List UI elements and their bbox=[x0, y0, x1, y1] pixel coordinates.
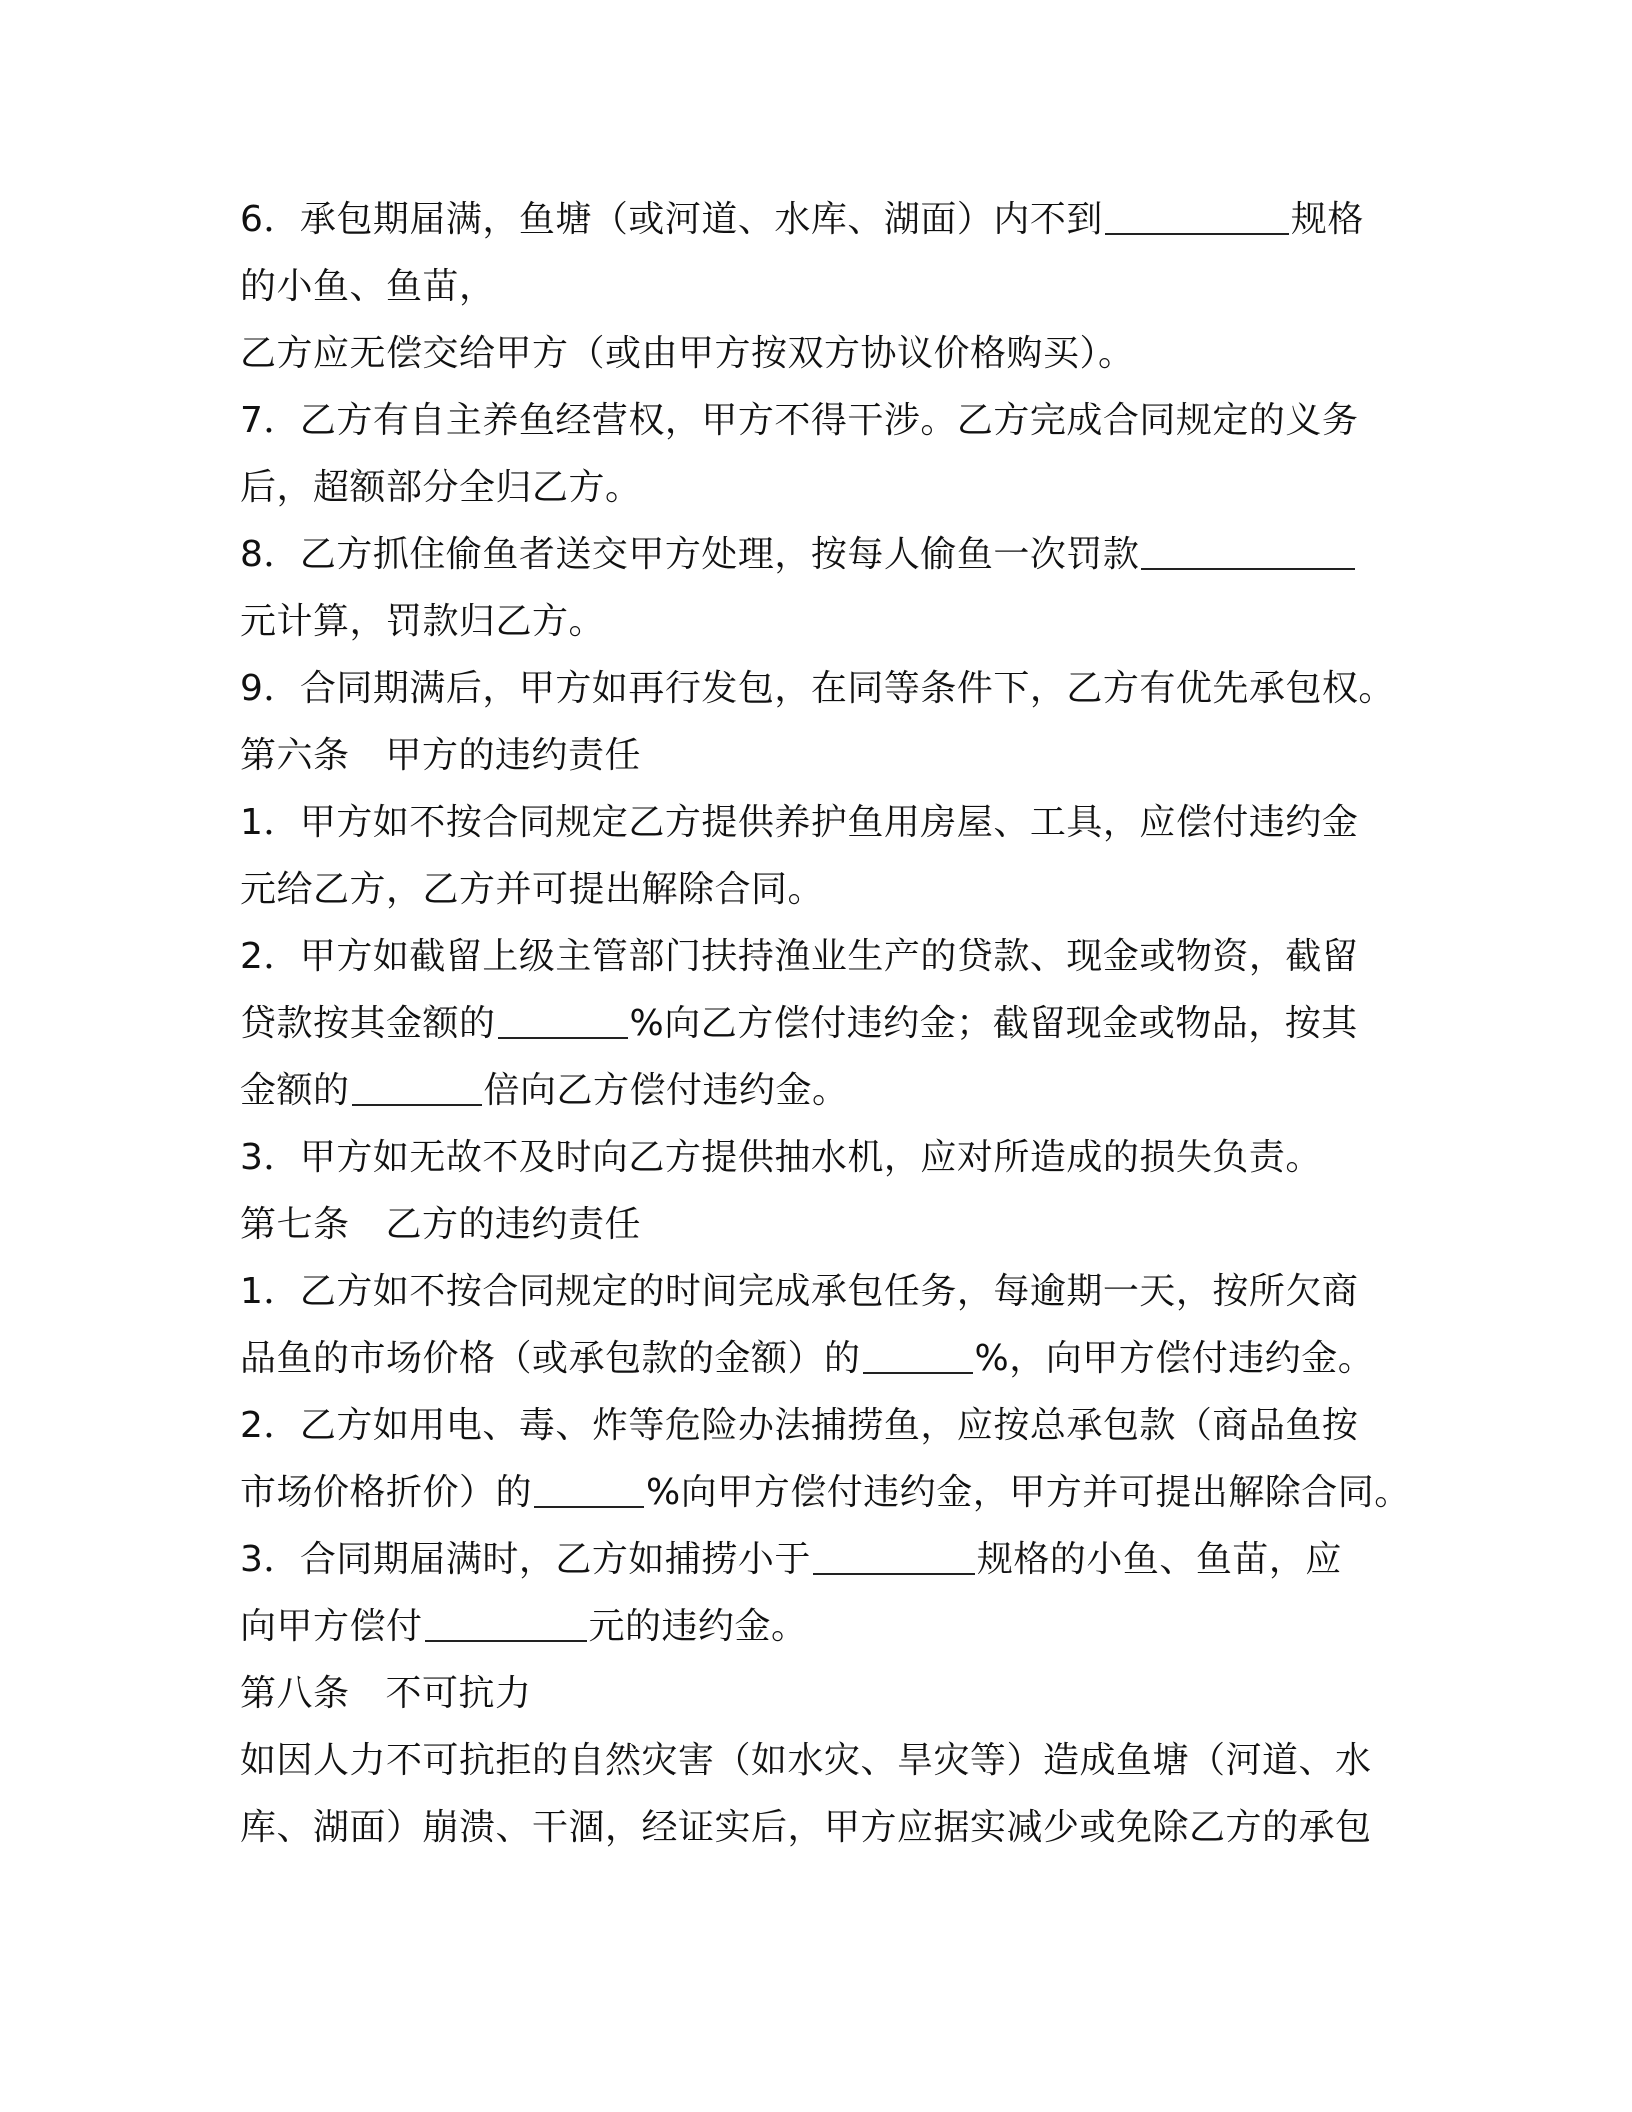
article-6-heading bbox=[240, 722, 1390, 789]
article-7-item-1-line1: 1．乙方如不按合同规定的时间完成承包任务，每逾期一天，按所欠商 bbox=[240, 1271, 1359, 1312]
article-6-item-1-line2: 元给乙方，乙方并可提出解除合同。 bbox=[240, 869, 825, 910]
text: 8．乙方抓住偷鱼者送交甲方处理，按每人偷鱼一次罚款 bbox=[240, 534, 1140, 575]
clause-item-8-line2: 元计算，罚款归乙方。 bbox=[240, 601, 606, 642]
article-8-line2: 库、湖面）崩溃、干涸，经证实后，甲方应据实减少或免除乙方的承包 bbox=[240, 1807, 1372, 1848]
fill-blank bbox=[534, 1466, 644, 1508]
article-6-item-2-line1: 2．甲方如截留上级主管部门扶持渔业生产的贷款、现金或物资，截留 bbox=[240, 936, 1359, 977]
article-8-heading bbox=[240, 1660, 1390, 1727]
text: 规格的小鱼、鱼苗，应 bbox=[976, 1539, 1342, 1580]
article-title: 不可抗力 bbox=[385, 1673, 532, 1714]
fill-blank bbox=[1141, 528, 1355, 570]
article-7-item-2-line1: 2．乙方如用电、毒、炸等危险办法捕捞鱼，应按总承包款（商品鱼按 bbox=[240, 1405, 1359, 1446]
text: 6．承包期届满，鱼塘（或河道、水库、湖面）内不到 bbox=[240, 199, 1103, 240]
article-number: 第六条 bbox=[240, 735, 350, 776]
text: 品鱼的市场价格（或承包款的金额）的 bbox=[240, 1338, 861, 1379]
article-7-item-1-line2 bbox=[240, 1325, 1390, 1392]
text: %，向甲方偿付违约金。 bbox=[974, 1338, 1375, 1379]
text: 金额的 bbox=[240, 1070, 350, 1111]
article-number: 第八条 bbox=[240, 1673, 350, 1714]
article-number: 第七条 bbox=[240, 1204, 350, 1245]
article-7-heading bbox=[240, 1191, 1390, 1258]
text: 贷款按其金额的 bbox=[240, 1003, 496, 1044]
fill-blank bbox=[498, 997, 628, 1039]
text: 倍向乙方偿付违约金。 bbox=[483, 1070, 849, 1111]
article-6-item-2-line3 bbox=[240, 1057, 1390, 1124]
clause-item-6-line2: 的小鱼、鱼苗， bbox=[240, 266, 496, 307]
clause-item-6-line3: 乙方应无偿交给甲方（或由甲方按双方协议价格购买）。 bbox=[240, 333, 1135, 374]
fill-blank bbox=[352, 1064, 482, 1106]
fill-blank bbox=[863, 1332, 973, 1374]
fill-blank bbox=[813, 1533, 975, 1575]
article-8-line1: 如因人力不可抗拒的自然灾害（如水灾、旱灾等）造成鱼塘（河道、水 bbox=[240, 1740, 1372, 1781]
clause-item-7-line2: 后，超额部分全归乙方。 bbox=[240, 467, 642, 508]
article-7-item-2-line2 bbox=[240, 1459, 1411, 1526]
fill-blank bbox=[1105, 193, 1289, 235]
contract-page bbox=[240, 186, 1411, 1861]
fill-blank bbox=[425, 1600, 587, 1642]
clause-item-8-line1 bbox=[240, 521, 1390, 588]
clause-item-7-line1: 7．乙方有自主养鱼经营权，甲方不得干涉。乙方完成合同规定的义务 bbox=[240, 400, 1359, 441]
article-7-item-3-line1 bbox=[240, 1526, 1390, 1593]
text: 市场价格折价）的 bbox=[240, 1472, 533, 1513]
text: %向甲方偿付违约金，甲方并可提出解除合同。 bbox=[646, 1472, 1411, 1513]
article-title: 甲方的违约责任 bbox=[385, 735, 642, 776]
text: %向乙方偿付违约金；截留现金或物品，按其 bbox=[629, 1003, 1358, 1044]
text: 向甲方偿付 bbox=[240, 1606, 423, 1647]
article-6-item-2-line2 bbox=[240, 990, 1390, 1057]
clause-item-6-line1 bbox=[240, 186, 1390, 253]
text: 规格 bbox=[1290, 199, 1364, 240]
article-7-item-3-line2 bbox=[240, 1593, 1390, 1660]
clause-item-9: 9．合同期满后，甲方如再行发包，在同等条件下，乙方有优先承包权。 bbox=[240, 668, 1395, 709]
text: 元的违约金。 bbox=[588, 1606, 808, 1647]
article-title: 乙方的违约责任 bbox=[385, 1204, 642, 1245]
text: 3．合同期届满时，乙方如捕捞小于 bbox=[240, 1539, 811, 1580]
article-6-item-1-line1: 1．甲方如不按合同规定乙方提供养护鱼用房屋、工具，应偿付违约金 bbox=[240, 802, 1359, 843]
article-6-item-3: 3．甲方如无故不及时向乙方提供抽水机，应对所造成的损失负责。 bbox=[240, 1137, 1322, 1178]
